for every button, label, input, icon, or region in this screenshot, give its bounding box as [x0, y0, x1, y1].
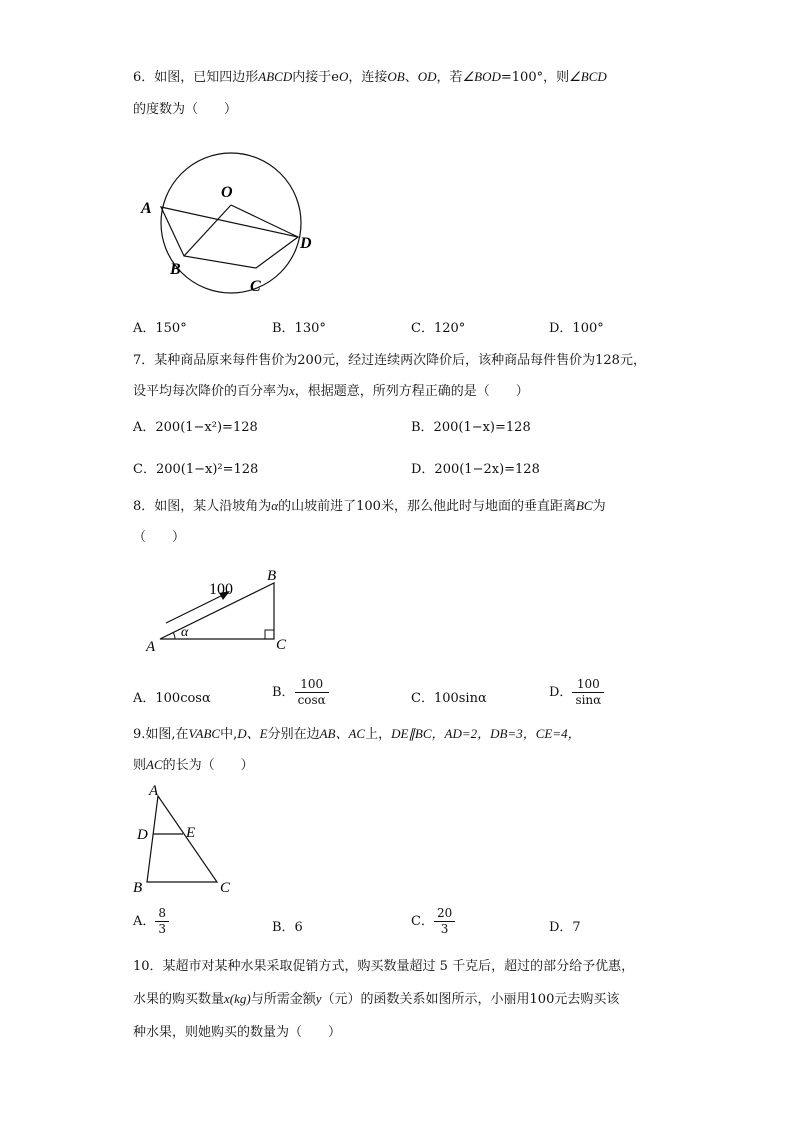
q7-option-d[interactable]: D．200(1−2x)=128: [411, 462, 540, 477]
q8-option-d[interactable]: D． $\frac{100}{\sin\alpha}$: [549, 677, 604, 708]
fraction: $\frac{100}{\cos\alpha}$: [295, 677, 329, 708]
direction-arrow-shaft: [166, 594, 225, 623]
q7-option-c[interactable]: C．200(1−x)²=128: [133, 462, 259, 477]
q9-stem-line1: 9.如图,在VABC中,D、E分别在边AB、AC上，DE∥BC，AD=2，DB=3，CE=4，: [133, 726, 581, 742]
right-angle-mark: [265, 630, 274, 639]
q7-stem-line2: 设平均每次降价的百分率为x，根据题意，所列方程正确的是（ ）: [133, 383, 529, 399]
q7-option-a[interactable]: A．200(1−x²)=128: [133, 420, 258, 435]
fraction: $\frac{100}{\sin\alpha}$: [572, 677, 604, 708]
label-a: A: [149, 783, 159, 799]
q8-stem-line1: 8．如图，某人沿坡角为α的山坡前进了100米，那么他此时与地面的垂直距离BC为: [133, 498, 606, 514]
q9-stem-line2: 则AC的长为（ ）: [133, 757, 254, 773]
q6-option-c[interactable]: C．120°: [411, 321, 466, 336]
label-alpha: α: [181, 625, 189, 640]
q10-stem-line2: 水果的购买数量x(kg)与所需金额y（元）的函数关系如图所示，小丽用100元去购买该: [133, 991, 620, 1007]
label-d: D: [300, 235, 312, 252]
q7-option-b[interactable]: B．200(1−x)=128: [411, 420, 531, 435]
fraction: $\frac{20}{3}$: [434, 906, 455, 937]
q8-slope-figure: [140, 560, 300, 660]
label-e: E: [186, 825, 196, 841]
q7-stem-line1: 7．某种商品原来每件售价为200元，经过连续两次降价后，该种商品每件售价为128元，: [133, 353, 646, 368]
q6-stem-line1: 6．如图，已知四边形ABCD内接于eO，连接OB、OD，若∠BOD=100°，则∠BCD: [133, 69, 607, 85]
label-d: D: [137, 827, 148, 843]
segment-ob: [184, 205, 231, 256]
q6-stem-line2: 的度数为（ ）: [133, 102, 238, 117]
angle-arc: [173, 632, 175, 639]
q8-option-c[interactable]: C．100sinα: [411, 691, 487, 706]
triangle-abc: [147, 796, 217, 882]
q6-circle-figure: [135, 150, 335, 300]
label-100: 100: [209, 581, 233, 598]
label-a: A: [141, 200, 152, 217]
fraction: $\frac{8}{3}$: [155, 906, 169, 937]
q6-option-a[interactable]: A．150°: [133, 321, 187, 336]
q6-option-d[interactable]: D．100°: [549, 321, 604, 336]
q10-stem-line3: 种水果，则她购买的数量为（ ）: [133, 1025, 342, 1040]
q9-option-c[interactable]: C． $\frac{20}{3}$: [411, 906, 455, 937]
label-o: O: [221, 184, 233, 201]
q9-option-b[interactable]: B．6: [272, 920, 303, 935]
q8-stem-line2: （ ）: [133, 530, 186, 545]
label-c: C: [250, 278, 261, 295]
label-b: B: [267, 568, 277, 584]
label-c: C: [276, 637, 287, 653]
circle-o: [161, 153, 301, 293]
label-b: B: [170, 261, 181, 278]
quadrilateral-abcd: [161, 207, 298, 268]
label-a: A: [146, 639, 156, 655]
q9-option-a[interactable]: A． $\frac{8}{3}$: [133, 906, 169, 937]
q8-option-b[interactable]: B． $\frac{100}{\cos\alpha}$: [272, 677, 329, 708]
circle-symbol: e: [331, 70, 339, 85]
q10-stem-line1: 10．某超市对某种水果采取促销方式，购买数量超过 5 千克后，超过的部分给予优惠，: [133, 959, 635, 974]
label-c: C: [220, 880, 231, 896]
label-b: B: [133, 880, 143, 896]
q6-option-b[interactable]: B．130°: [272, 321, 326, 336]
q9-option-d[interactable]: D．7: [549, 920, 581, 935]
segment-od: [231, 205, 298, 237]
q8-option-a[interactable]: A．100cosα: [133, 691, 211, 706]
q9-triangle-figure: [128, 778, 248, 898]
